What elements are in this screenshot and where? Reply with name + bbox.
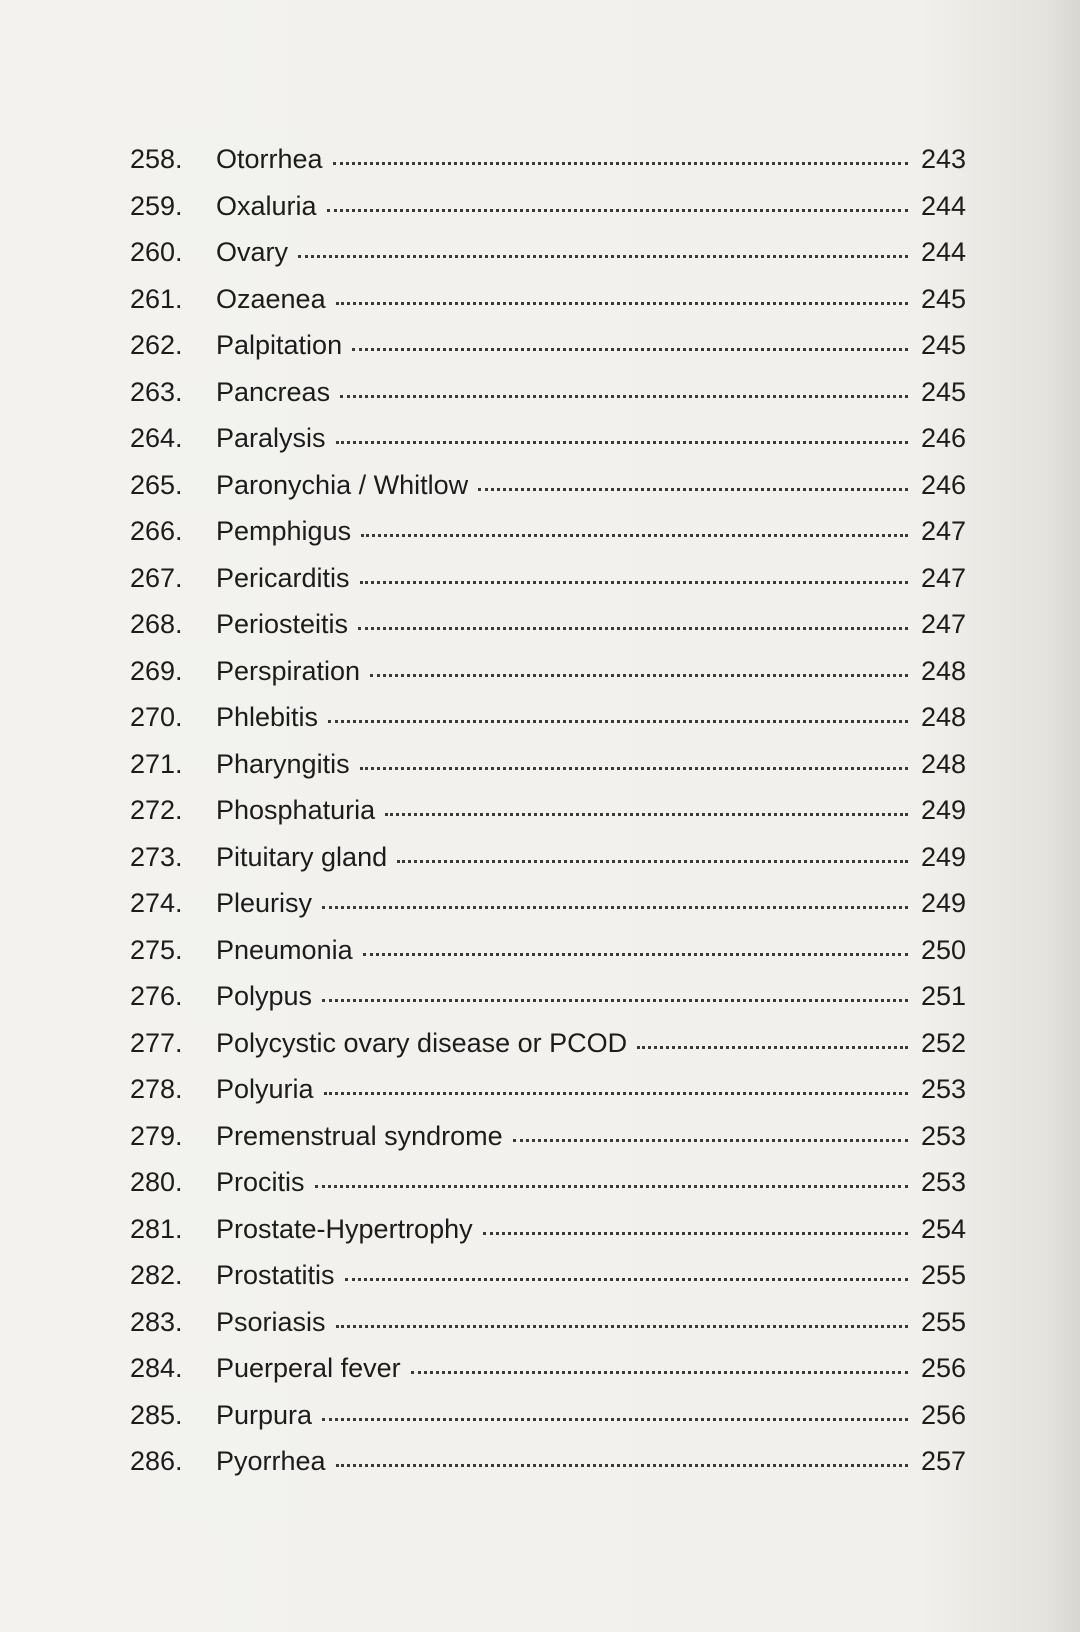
toc-entry: [130, 555, 966, 602]
dot-leader: [340, 395, 908, 398]
dot-leader: [370, 674, 908, 677]
entry-title: Oxaluria: [216, 190, 317, 221]
entry-title: Periosteitis: [216, 609, 349, 639]
entry-number: 270.: [130, 702, 183, 732]
dot-leader: [324, 1092, 908, 1095]
toc-entry: [130, 183, 966, 230]
toc-entry: [130, 369, 966, 416]
entry-title: Polycystic ovary disease or PCOD: [216, 1027, 628, 1058]
dot-leader: [397, 860, 908, 863]
entry-number: 259.: [130, 190, 183, 221]
dot-leader: [336, 441, 908, 444]
dot-leader: [333, 162, 908, 165]
dot-leader: [315, 1185, 908, 1188]
toc-entry: [130, 1299, 966, 1346]
toc-entry: [130, 1252, 966, 1299]
entry-page: 249: [920, 795, 966, 825]
dot-leader: [345, 1278, 908, 1281]
entry-title: Purpura: [216, 1399, 313, 1430]
entry-page: 247: [920, 562, 966, 593]
entry-number: 271.: [130, 748, 183, 779]
toc-entry: [130, 415, 966, 462]
entry-number: 276.: [130, 981, 183, 1011]
entry-page: 246: [920, 423, 966, 453]
entry-number: 285.: [130, 1399, 183, 1430]
entry-number: 264.: [130, 423, 183, 453]
toc-entry: [130, 1159, 966, 1206]
entry-title: Pericarditis: [216, 562, 350, 593]
dot-leader: [513, 1139, 908, 1142]
entry-number: 268.: [130, 609, 183, 639]
entry-title: Premenstrual syndrome: [216, 1120, 503, 1151]
dot-leader: [327, 209, 908, 212]
entry-number: 262.: [130, 330, 183, 360]
entry-page: 255: [920, 1306, 966, 1337]
toc-entry: [130, 322, 966, 369]
toc-entry: [130, 973, 966, 1020]
toc-entry: [130, 1066, 966, 1113]
toc-entry: [130, 508, 966, 555]
entry-number: 286.: [130, 1446, 183, 1476]
entry-page: 255: [920, 1260, 966, 1290]
toc-entry: [130, 880, 966, 927]
entry-page: 245: [920, 330, 966, 360]
entry-number: 284.: [130, 1353, 183, 1383]
entry-title: Ozaenea: [216, 283, 326, 314]
entry-title: Pyorrhea: [216, 1446, 326, 1476]
entry-number: 277.: [130, 1027, 183, 1058]
entry-title: Perspiration: [216, 655, 361, 686]
entry-page: 248: [920, 655, 966, 686]
toc-entry: [130, 1438, 966, 1485]
dot-leader: [358, 627, 908, 630]
dot-leader: [361, 534, 908, 537]
dot-leader: [411, 1371, 908, 1374]
toc-entry: [130, 1206, 966, 1253]
toc-entry: [130, 462, 966, 509]
entry-number: 265.: [130, 469, 183, 500]
entry-title: Phlebitis: [216, 702, 319, 732]
entry-title: Phosphaturia: [216, 795, 376, 825]
entry-number: 283.: [130, 1306, 183, 1337]
entry-page: 253: [920, 1167, 966, 1197]
dot-leader: [336, 1464, 908, 1467]
toc-entry: [130, 276, 966, 323]
toc-entry: [130, 694, 966, 741]
entry-number: 260.: [130, 237, 183, 267]
entry-page: 250: [920, 934, 966, 965]
entry-number: 275.: [130, 934, 183, 965]
entry-number: 263.: [130, 376, 183, 407]
entry-title: Prostatitis: [216, 1260, 335, 1290]
entry-title: Pneumonia: [216, 934, 353, 965]
toc-entry: [130, 1345, 966, 1392]
entry-number: 281.: [130, 1213, 183, 1244]
toc-entry: [130, 1392, 966, 1439]
toc-entry: [130, 648, 966, 695]
entry-title: Paralysis: [216, 423, 326, 453]
entry-page: 252: [920, 1027, 966, 1058]
entry-page: 257: [920, 1446, 966, 1476]
dot-leader: [328, 720, 908, 723]
entry-page: 248: [920, 748, 966, 779]
entry-title: Palpitation: [216, 330, 343, 360]
entry-title: Otorrhea: [216, 144, 323, 174]
entry-number: 258.: [130, 144, 183, 174]
dot-leader: [322, 1418, 908, 1421]
entry-number: 278.: [130, 1074, 183, 1104]
table-of-contents: [130, 136, 966, 1485]
toc-entry: [130, 1020, 966, 1067]
dot-leader: [360, 767, 908, 770]
entry-number: 269.: [130, 655, 183, 686]
entry-title: Prostate-Hypertrophy: [216, 1213, 473, 1244]
dot-leader: [336, 302, 908, 305]
entry-page: 254: [920, 1213, 966, 1244]
entry-title: Polypus: [216, 981, 313, 1011]
entry-number: 261.: [130, 283, 183, 314]
entry-number: 266.: [130, 516, 183, 546]
entry-page: 244: [920, 237, 966, 267]
toc-entry: [130, 601, 966, 648]
entry-number: 274.: [130, 888, 183, 918]
entry-number: 267.: [130, 562, 183, 593]
dot-leader: [483, 1232, 908, 1235]
toc-entry: [130, 741, 966, 788]
entry-page: 248: [920, 702, 966, 732]
entry-number: 282.: [130, 1260, 183, 1290]
dot-leader: [360, 581, 908, 584]
entry-page: 256: [920, 1399, 966, 1430]
toc-entry: [130, 1113, 966, 1160]
dot-leader: [363, 953, 908, 956]
toc-entry: [130, 229, 966, 276]
dot-leader: [352, 348, 908, 351]
entry-title: Psoriasis: [216, 1306, 326, 1337]
dot-leader: [322, 999, 908, 1002]
entry-page: 249: [920, 888, 966, 918]
entry-page: 251: [920, 981, 966, 1011]
entry-title: Puerperal fever: [216, 1353, 401, 1383]
entry-title: Ovary: [216, 237, 289, 267]
entry-page: 247: [920, 516, 966, 546]
entry-title: Pancreas: [216, 376, 331, 407]
dot-leader: [478, 488, 908, 491]
dot-leader: [322, 906, 908, 909]
entry-page: 247: [920, 609, 966, 639]
entry-title: Pleurisy: [216, 888, 313, 918]
dot-leader: [336, 1325, 908, 1328]
entry-page: 253: [920, 1120, 966, 1151]
entry-page: 249: [920, 841, 966, 872]
entry-title: Polyuria: [216, 1074, 314, 1104]
entry-number: 273.: [130, 841, 183, 872]
entry-title: Pituitary gland: [216, 841, 388, 872]
toc-entry: [130, 136, 966, 183]
entry-title: Paronychia / Whitlow: [216, 469, 469, 500]
dot-leader: [298, 255, 908, 258]
toc-entry: [130, 834, 966, 881]
dot-leader: [637, 1046, 908, 1049]
entry-title: Pemphigus: [216, 516, 352, 546]
entry-title: Procitis: [216, 1167, 305, 1197]
entry-title: Pharyngitis: [216, 748, 350, 779]
entry-number: 279.: [130, 1120, 183, 1151]
entry-page: 256: [920, 1353, 966, 1383]
entry-page: 245: [920, 376, 966, 407]
toc-entry: [130, 787, 966, 834]
toc-entry: [130, 927, 966, 974]
entry-page: 253: [920, 1074, 966, 1104]
dot-leader: [385, 813, 908, 816]
entry-page: 246: [920, 469, 966, 500]
entry-page: 243: [920, 144, 966, 174]
entry-page: 244: [920, 190, 966, 221]
entry-number: 280.: [130, 1167, 183, 1197]
entry-number: 272.: [130, 795, 183, 825]
entry-page: 245: [920, 283, 966, 314]
